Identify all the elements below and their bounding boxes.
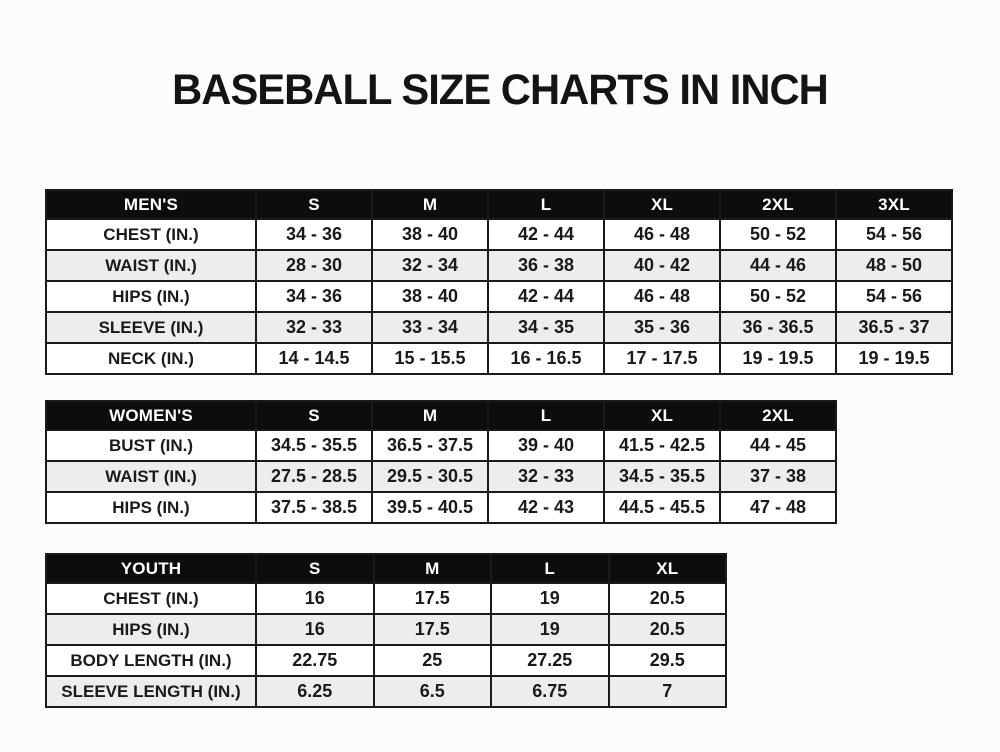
size-value-cell: 34 - 36 [256,281,372,312]
table-title-cell: YOUTH [46,554,256,583]
size-value-cell: 36.5 - 37 [836,312,952,343]
column-header-cell: S [256,190,372,219]
size-value-cell: 16 - 16.5 [488,343,604,374]
table-row [46,343,952,374]
size-value-cell: 50 - 52 [720,281,836,312]
size-value-cell: 17.5 [374,614,492,645]
table-row [46,583,726,614]
size-value-cell: 17.5 [374,583,492,614]
column-header-cell: L [488,401,604,430]
size-value-cell: 32 - 33 [256,312,372,343]
size-value-cell: 35 - 36 [604,312,720,343]
size-value-cell: 6.5 [374,676,492,707]
size-value-cell: 19 - 19.5 [836,343,952,374]
size-value-cell: 42 - 44 [488,219,604,250]
size-value-cell: 19 [491,583,609,614]
table-row [46,461,836,492]
table-title-cell: MEN'S [46,190,256,219]
size-value-cell: 44 - 45 [720,430,836,461]
size-value-cell: 33 - 34 [372,312,488,343]
size-value-cell: 16 [256,583,374,614]
column-header-cell: S [256,401,372,430]
table-row [46,676,726,707]
size-value-cell: 39 - 40 [488,430,604,461]
table-header-row [46,554,726,583]
row-label-cell: SLEEVE (IN.) [46,312,256,343]
size-value-cell: 15 - 15.5 [372,343,488,374]
size-value-cell: 17 - 17.5 [604,343,720,374]
size-value-cell: 36 - 38 [488,250,604,281]
column-header-cell: XL [609,554,727,583]
size-value-cell: 46 - 48 [604,281,720,312]
size-value-cell: 39.5 - 40.5 [372,492,488,523]
size-value-cell: 34 - 36 [256,219,372,250]
size-value-cell: 29.5 - 30.5 [372,461,488,492]
size-value-cell: 32 - 34 [372,250,488,281]
size-value-cell: 34 - 35 [488,312,604,343]
table-header-row [46,190,952,219]
size-value-cell: 42 - 44 [488,281,604,312]
table-title-cell: WOMEN'S [46,401,256,430]
size-value-cell: 6.75 [491,676,609,707]
row-label-cell: BUST (IN.) [46,430,256,461]
column-header-cell: M [372,401,488,430]
mens-size-table [45,189,953,375]
table-row [46,219,952,250]
size-value-cell: 44 - 46 [720,250,836,281]
page-title: BASEBALL SIZE CHARTS IN INCH [172,66,828,114]
size-value-cell: 22.75 [256,645,374,676]
table-header-row [46,401,836,430]
column-header-cell: M [374,554,492,583]
column-header-cell: XL [604,190,720,219]
table-row [46,645,726,676]
womens-size-table [45,400,837,524]
size-value-cell: 20.5 [609,583,727,614]
size-value-cell: 25 [374,645,492,676]
table-row [46,250,952,281]
row-label-cell: SLEEVE LENGTH (IN.) [46,676,256,707]
row-label-cell: HIPS (IN.) [46,281,256,312]
size-value-cell: 42 - 43 [488,492,604,523]
row-label-cell: HIPS (IN.) [46,492,256,523]
size-value-cell: 38 - 40 [372,281,488,312]
table-row [46,312,952,343]
row-label-cell: CHEST (IN.) [46,219,256,250]
row-label-cell: WAIST (IN.) [46,461,256,492]
size-value-cell: 41.5 - 42.5 [604,430,720,461]
table-row [46,430,836,461]
size-value-cell: 37 - 38 [720,461,836,492]
size-value-cell: 54 - 56 [836,281,952,312]
column-header-cell: 2XL [720,190,836,219]
size-value-cell: 38 - 40 [372,219,488,250]
column-header-cell: 2XL [720,401,836,430]
size-value-cell: 54 - 56 [836,219,952,250]
size-value-cell: 34.5 - 35.5 [604,461,720,492]
column-header-cell: S [256,554,374,583]
row-label-cell: CHEST (IN.) [46,583,256,614]
row-label-cell: NECK (IN.) [46,343,256,374]
size-value-cell: 27.25 [491,645,609,676]
size-value-cell: 27.5 - 28.5 [256,461,372,492]
column-header-cell: L [488,190,604,219]
size-value-cell: 40 - 42 [604,250,720,281]
table-row [46,614,726,645]
size-value-cell: 14 - 14.5 [256,343,372,374]
size-value-cell: 6.25 [256,676,374,707]
row-label-cell: WAIST (IN.) [46,250,256,281]
column-header-cell: 3XL [836,190,952,219]
size-value-cell: 37.5 - 38.5 [256,492,372,523]
size-value-cell: 20.5 [609,614,727,645]
size-value-cell: 16 [256,614,374,645]
youth-size-table [45,553,727,708]
size-value-cell: 36 - 36.5 [720,312,836,343]
row-label-cell: BODY LENGTH (IN.) [46,645,256,676]
size-value-cell: 32 - 33 [488,461,604,492]
size-value-cell: 19 - 19.5 [720,343,836,374]
column-header-cell: XL [604,401,720,430]
size-value-cell: 34.5 - 35.5 [256,430,372,461]
size-value-cell: 28 - 30 [256,250,372,281]
table-row [46,492,836,523]
size-value-cell: 50 - 52 [720,219,836,250]
column-header-cell: L [491,554,609,583]
column-header-cell: M [372,190,488,219]
size-value-cell: 29.5 [609,645,727,676]
row-label-cell: HIPS (IN.) [46,614,256,645]
size-value-cell: 47 - 48 [720,492,836,523]
size-value-cell: 19 [491,614,609,645]
table-row [46,281,952,312]
size-value-cell: 36.5 - 37.5 [372,430,488,461]
size-value-cell: 48 - 50 [836,250,952,281]
size-value-cell: 44.5 - 45.5 [604,492,720,523]
size-value-cell: 46 - 48 [604,219,720,250]
size-value-cell: 7 [609,676,727,707]
